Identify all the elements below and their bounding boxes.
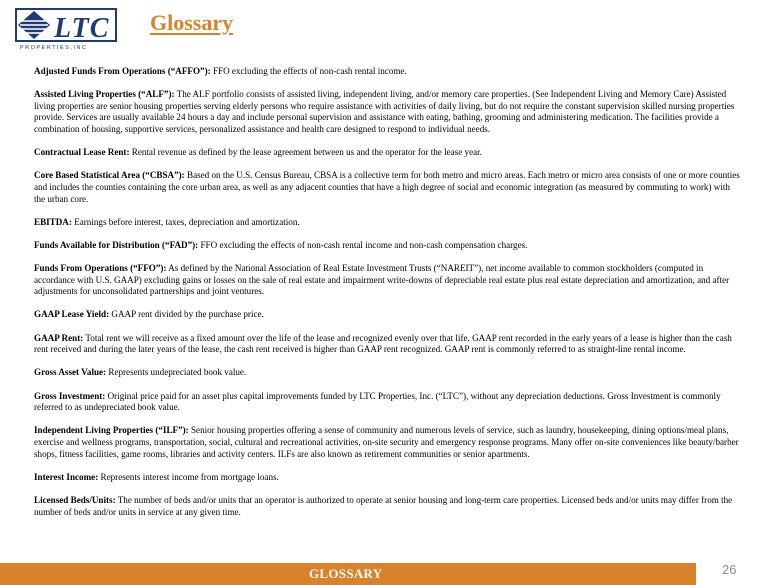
page-number: 26 bbox=[722, 562, 737, 577]
ltc-logo bbox=[14, 8, 118, 52]
glossary-entry bbox=[34, 89, 742, 135]
glossary-definition: Earnings before interest, taxes, depreciation and amortization. bbox=[74, 216, 300, 227]
glossary-entry bbox=[34, 217, 742, 229]
glossary-definition: The number of beds and/or units that an operator is authorized to operate at senior housing and long-term care properties. Licensed beds and/or units may differ from the number of beds and/or units in service at any given time. bbox=[34, 494, 733, 517]
glossary-term: GAAP Rent: bbox=[34, 332, 84, 343]
glossary-entry bbox=[34, 309, 742, 321]
glossary-entry bbox=[34, 263, 742, 298]
glossary-term: Adjusted Funds From Operations (“AFFO”): bbox=[34, 66, 211, 76]
glossary-term: Funds From Operations (“FFO”): bbox=[34, 263, 167, 274]
glossary-term: Funds Available for Distribution (“FAD”): bbox=[34, 239, 199, 250]
page-title: Glossary bbox=[150, 10, 234, 35]
glossary-definition: FFO excluding the effects of non-cash rental income. bbox=[212, 66, 407, 76]
glossary-entry bbox=[34, 425, 742, 460]
glossary-term: Assisted Living Properties (“ALF”): bbox=[34, 89, 175, 100]
glossary-definition: GAAP rent divided by the purchase price. bbox=[111, 309, 264, 320]
glossary-definition: The ALF portfolio consists of assisted living, independent living, and/or memory care properties. (See Independent Living and Memory Care) Assisted living properties are senior housing properties serving elderly persons who require assistance with activities of daily living, but do not require the constant supervision skilled nursing properties provide. Services are usually available 24 hours a day and include personal supervision and assistance with eating, bathing, grooming and administering medication. The facilities provide a combination of housing, supportive services, personalized assistance and health care designed to respond to individual needs. bbox=[34, 89, 735, 134]
glossary-entry bbox=[34, 391, 742, 414]
glossary-term: Gross Investment: bbox=[34, 390, 106, 401]
glossary-entry bbox=[34, 472, 742, 484]
glossary-term: Licensed Beds/Units: bbox=[34, 494, 116, 505]
glossary-definition: Senior housing properties offering a sense of community and numerous levels of service, such as laundry, housekeeping, dining options/meal plans, exercise and wellness programs, transportation, social, cultural and recreational activities, on-site security and emergency response programs. Many offer on-site conveniences like beauty/barber shops, fitness facilities, game rooms, libraries and activity centers. ILFs are also known as retirement communities or senior apartments. bbox=[34, 425, 739, 459]
glossary-definition: Total rent we will receive as a fixed amount over the life of the lease and recognized evenly over that life. GAAP rent recorded in the early years of a lease is higher than the cash rent received and during the later years of the lease, the cash rent received is higher than GAAP rent recognized. GAAP rent is commonly referred to as straight-line rental income. bbox=[34, 332, 732, 355]
glossary-term: Contractual Lease Rent: bbox=[34, 147, 130, 158]
glossary-term: Core Based Statistical Area (“CBSA”): bbox=[34, 170, 185, 181]
glossary-entry bbox=[34, 495, 742, 518]
glossary-entry bbox=[34, 333, 742, 356]
glossary-list bbox=[34, 66, 742, 530]
footer-bar bbox=[0, 563, 696, 585]
glossary-term: EBITDA: bbox=[34, 216, 72, 227]
glossary-definition: Based on the U.S. Census Bureau, CBSA is a collective term for both metro and micro areas. Each metro or micro area consists of one or more counties and includes the counties containing the core urban area, as well as any adjacent counties that have a high degree of social and economic integration (as measured by commuting to work) with the urban core. bbox=[34, 170, 740, 204]
logo-subtext: P R O P E R T I E S , I N C bbox=[20, 45, 86, 51]
glossary-definition: FFO excluding the effects of non-cash rental income and non-cash compensation charges. bbox=[200, 239, 528, 250]
glossary-definition: Original price paid for an asset plus capital improvements funded by LTC Properties, Inc. (“LTC”), without any depreciation deductions. Gross Investment is commonly referred to as undepreciated book value. bbox=[34, 390, 721, 413]
glossary-term: Interest Income: bbox=[34, 471, 99, 482]
glossary-entry bbox=[34, 367, 742, 379]
glossary-definition: Rental revenue as defined by the lease agreement between us and the operator for the lease year. bbox=[131, 147, 482, 158]
glossary-entry bbox=[34, 66, 742, 78]
glossary-term: Gross Asset Value: bbox=[34, 367, 107, 378]
glossary-definition: As defined by the National Association of Real Estate Investment Trusts (“NAREIT”), net income available to common stockholders (computed in accordance with U.S. GAAP) excluding gains or losses on the sale of real estate and impairment write-downs of depreciable real estate plus real estate depreciation and amortization, and after adjustments for unconsolidated partnerships and joint ventures. bbox=[34, 263, 730, 297]
footer-label: GLOSSARY bbox=[309, 566, 383, 581]
glossary-definition: Represents undepreciated book value. bbox=[108, 367, 247, 378]
glossary-term: Independent Living Properties (“ILF”): bbox=[34, 425, 189, 436]
glossary-entry bbox=[34, 147, 742, 159]
glossary-entry bbox=[34, 170, 742, 205]
logo-text: LTC bbox=[54, 13, 110, 44]
glossary-definition: Represents interest income from mortgage loans. bbox=[100, 471, 279, 482]
glossary-entry bbox=[34, 240, 742, 252]
glossary-term: GAAP Lease Yield: bbox=[34, 309, 110, 320]
